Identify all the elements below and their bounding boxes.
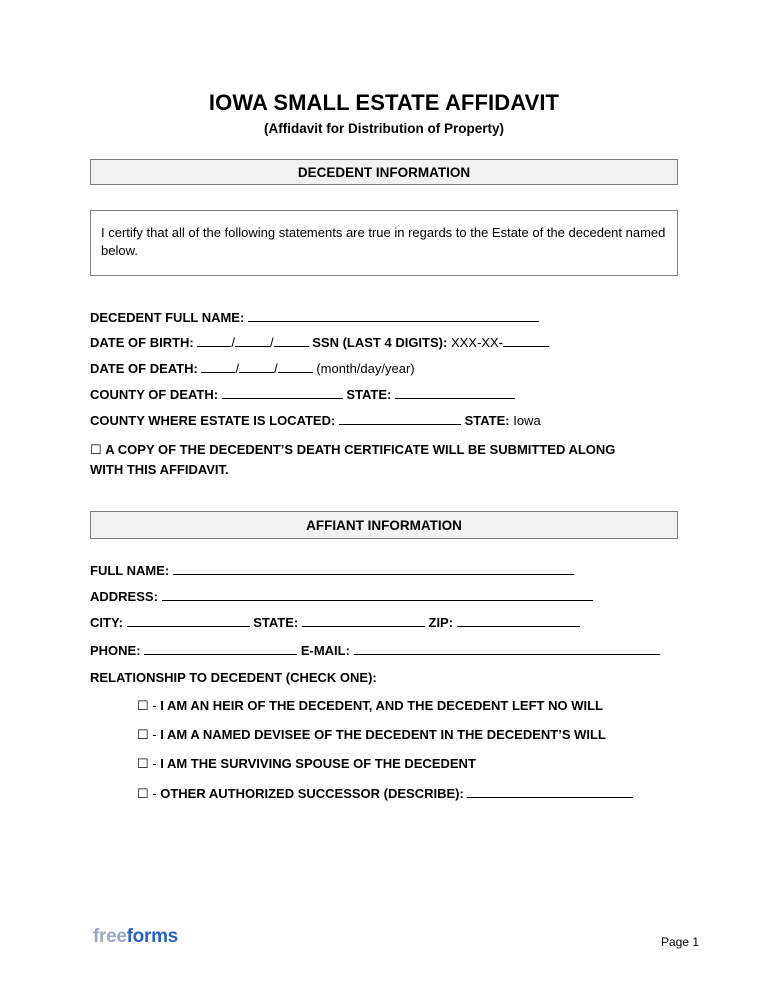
other-checkbox[interactable]: ☐ - xyxy=(137,786,157,801)
state-estate-value: Iowa xyxy=(513,413,541,428)
zip-field[interactable] xyxy=(457,615,580,627)
dod-label: DATE OF DEATH: xyxy=(90,361,198,376)
city-field[interactable] xyxy=(127,615,250,627)
dob-separator: / xyxy=(231,335,235,350)
death-certificate-checkbox[interactable]: ☐ xyxy=(90,442,102,457)
decedent-name-row xyxy=(90,310,539,325)
relationship-option-other xyxy=(137,786,633,802)
relationship-option-devisee xyxy=(137,727,606,743)
affiant-state-field[interactable] xyxy=(302,615,425,627)
dod-separator: / xyxy=(274,361,278,376)
death-certificate-text-line2: WITH THIS AFFIDAVIT. xyxy=(90,462,229,477)
state-death-field[interactable] xyxy=(395,387,515,399)
decedent-name-label: DECEDENT FULL NAME: xyxy=(90,310,245,325)
affiant-name-row xyxy=(90,563,574,578)
city-row xyxy=(90,615,580,630)
other-option-text: OTHER AUTHORIZED SUCCESSOR (DESCRIBE): xyxy=(160,786,464,801)
affiant-name-field[interactable] xyxy=(173,563,574,575)
county-death-field[interactable] xyxy=(222,387,343,399)
decedent-section-header: DECEDENT INFORMATION xyxy=(90,159,678,185)
heir-checkbox[interactable]: ☐ - xyxy=(137,698,157,713)
affiant-section-header: AFFIANT INFORMATION xyxy=(90,511,678,539)
state-death-label: STATE: xyxy=(346,387,392,402)
state-estate-label: STATE: xyxy=(464,413,510,428)
heir-option-text: I AM AN HEIR OF THE DECEDENT, AND THE DECEDENT LEFT NO WILL xyxy=(160,698,603,713)
ssn-prefix: XXX-XX- xyxy=(450,335,503,350)
zip-label: ZIP: xyxy=(428,615,454,630)
dob-year-field[interactable] xyxy=(274,335,309,347)
affiant-name-label: FULL NAME: xyxy=(90,563,170,578)
certification-text: I certify that all of the following statements are true in regards to the Estate of the decedent named below. xyxy=(101,225,666,258)
spouse-checkbox[interactable]: ☐ - xyxy=(137,756,157,771)
dob-label: DATE OF BIRTH: xyxy=(90,335,194,350)
certification-box xyxy=(90,210,678,276)
county-estate-field[interactable] xyxy=(339,413,461,425)
email-label: E-MAIL: xyxy=(300,643,350,658)
dod-day-field[interactable] xyxy=(239,361,274,373)
relationship-row xyxy=(90,670,377,685)
email-field[interactable] xyxy=(354,643,660,655)
dob-row xyxy=(90,335,549,350)
ssn-field[interactable] xyxy=(503,335,549,347)
dod-separator: / xyxy=(235,361,240,376)
freeforms-logo xyxy=(93,926,178,948)
page-number: Page 1 xyxy=(661,935,700,949)
dod-year-field[interactable] xyxy=(278,361,313,373)
dod-row xyxy=(90,361,415,376)
dod-month-field[interactable] xyxy=(201,361,235,373)
phone-row xyxy=(90,643,660,658)
death-certificate-statement xyxy=(90,440,615,480)
document-subtitle: (Affidavit for Distribution of Property) xyxy=(264,121,504,136)
affiant-state-label: STATE: xyxy=(253,615,299,630)
relationship-option-spouse xyxy=(137,756,476,772)
address-label: ADDRESS: xyxy=(90,589,158,604)
decedent-name-field[interactable] xyxy=(248,310,539,322)
county-estate-row xyxy=(90,413,541,428)
phone-field[interactable] xyxy=(144,643,297,655)
city-label: CITY: xyxy=(90,615,123,630)
relationship-option-heir xyxy=(137,698,603,714)
dob-month-field[interactable] xyxy=(197,335,231,347)
relationship-label: RELATIONSHIP TO DECEDENT (CHECK ONE): xyxy=(90,670,377,685)
phone-label: PHONE: xyxy=(90,643,141,658)
devisee-checkbox[interactable]: ☐ - xyxy=(137,727,157,742)
county-death-label: COUNTY OF DEATH: xyxy=(90,387,219,402)
death-certificate-text-line1: A COPY OF THE DECEDENT’S DEATH CERTIFICATE WILL BE SUBMITTED ALONG xyxy=(105,442,616,457)
document-title: IOWA SMALL ESTATE AFFIDAVIT xyxy=(208,90,560,115)
logo-forms: forms xyxy=(126,926,178,947)
date-format-hint: (month/day/year) xyxy=(316,361,415,376)
county-estate-label: COUNTY WHERE ESTATE IS LOCATED: xyxy=(90,413,336,428)
address-row xyxy=(90,589,593,604)
dob-day-field[interactable] xyxy=(235,335,270,347)
spouse-option-text: I AM THE SURVIVING SPOUSE OF THE DECEDENT xyxy=(160,756,476,771)
logo-free: free xyxy=(93,926,127,947)
devisee-option-text: I AM A NAMED DEVISEE OF THE DECEDENT IN THE DECEDENT’S WILL xyxy=(160,727,606,742)
county-death-row xyxy=(90,387,515,402)
address-field[interactable] xyxy=(162,589,593,601)
other-successor-field[interactable] xyxy=(467,786,633,798)
ssn-label: SSN (LAST 4 DIGITS): xyxy=(312,335,448,350)
dob-separator: / xyxy=(270,335,274,350)
